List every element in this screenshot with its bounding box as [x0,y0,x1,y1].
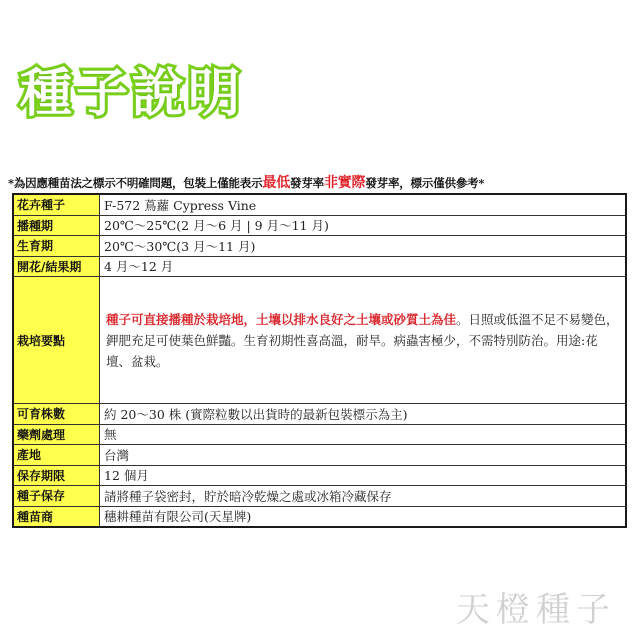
row-label: 開花/結果期 [13,256,100,277]
row-label: 保存期限 [13,465,100,486]
row-value: F-572 蔦蘿 Cypress Vine [100,194,627,215]
row-label: 可育株數 [13,404,100,425]
table-row-origin [13,445,626,466]
row-label: 種子保存 [13,486,100,507]
row-value: 無 [100,424,627,445]
row-value: 約 20～30 株 (實際粒數以出貨時的最新包裝標示為主) [100,404,627,425]
germination-notice [8,172,636,192]
row-value [100,277,627,404]
row-value: 12 個月 [100,465,627,486]
table-row-flowering [13,256,626,277]
seed-spec-table [12,193,627,528]
brand-watermark: 天橙種子 [456,590,616,630]
notice-emphasis-not-actual: 非實際 [323,175,366,191]
notice-emphasis-lowest: 最低 [262,175,291,191]
row-label: 生育期 [13,236,100,257]
row-label: 藥劑處理 [13,424,100,445]
row-value: 20℃～30℃(3 月～11 月) [100,236,627,257]
table-row-yield [13,404,626,425]
table-row-sowing [13,215,626,236]
table-row-shelf-life [13,465,626,486]
row-label: 播種期 [13,215,100,236]
row-value: 請將種子袋密封，貯於暗冷乾燥之處或冰箱冷藏保存 [100,486,627,507]
cultivation-details: 。日照或低溫不足不易變色，鉀肥充足可使葉色鮮豔。生育初期性喜高溫，耐旱。病蟲害極少，不需特別防治。用途:花壇、盆栽。 [106,311,619,369]
row-value: 20℃～25℃(2 月～6 月 | 9 月～11 月) [100,215,627,236]
notice-text-3: 發芽率，標示僅供參考* [365,176,485,190]
row-value: 台灣 [100,445,627,466]
table-row-growth [13,236,626,257]
table-row-cultivation [13,277,626,404]
table-row-storage [13,486,626,507]
row-label: 產地 [13,445,100,466]
cultivation-highlight: 種子可直接播種於栽培地，土壤以排水良好之土壤或砂質土為佳 [106,311,457,327]
row-value: 4 月～12 月 [100,256,627,277]
notice-text-1: *為因應種苗法之標示不明確問題，包裝上僅能表示 [8,176,263,190]
row-label: 栽培要點 [13,277,100,404]
row-label: 花卉種子 [13,194,100,215]
table-row-variety [13,194,626,215]
row-value: 穗耕種苗有限公司(天星牌) [100,506,627,527]
notice-text-2: 發芽率 [290,176,324,190]
table-row-vendor [13,506,626,527]
row-label: 種苗商 [13,506,100,527]
table-row-treatment [13,424,626,445]
page-title: 種子說明 [20,64,245,124]
